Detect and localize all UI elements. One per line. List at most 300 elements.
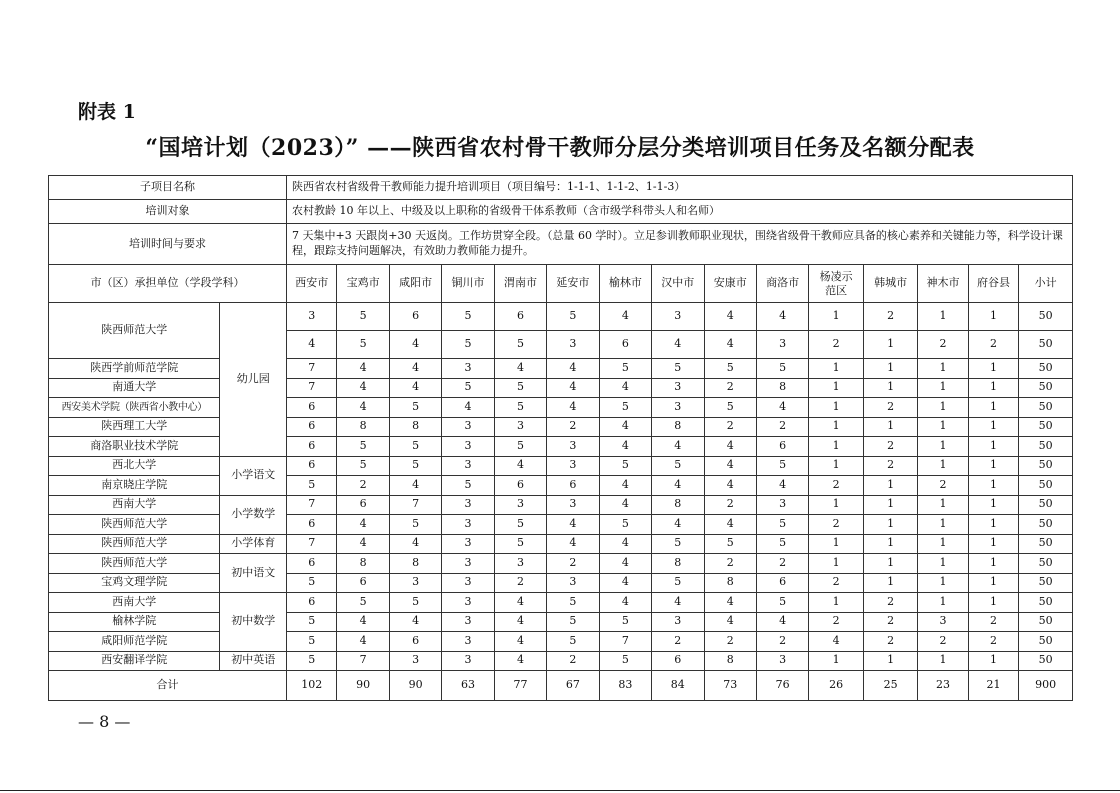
quota-cell: 2 bbox=[968, 632, 1018, 652]
quota-cell: 3 bbox=[442, 554, 494, 574]
row-subtotal: 50 bbox=[1019, 359, 1073, 379]
quota-cell: 3 bbox=[442, 612, 494, 632]
quota-cell: 4 bbox=[704, 331, 756, 359]
quota-cell: 1 bbox=[863, 378, 917, 398]
quota-cell: 3 bbox=[547, 495, 599, 515]
quota-cell: 1 bbox=[809, 437, 863, 457]
quota-cell: 6 bbox=[494, 303, 546, 331]
quota-cell: 1 bbox=[863, 515, 917, 535]
quota-cell: 1 bbox=[809, 554, 863, 574]
subject-cell: 初中英语 bbox=[220, 651, 287, 671]
quota-cell: 4 bbox=[599, 593, 651, 613]
row-subtotal: 50 bbox=[1019, 378, 1073, 398]
quota-cell: 2 bbox=[863, 456, 917, 476]
quota-cell: 7 bbox=[287, 534, 337, 554]
quota-cell: 2 bbox=[968, 612, 1018, 632]
info-row bbox=[49, 224, 1073, 265]
quota-cell: 4 bbox=[287, 331, 337, 359]
city-total: 26 bbox=[809, 671, 863, 701]
quota-cell: 4 bbox=[337, 632, 389, 652]
quota-cell: 2 bbox=[704, 378, 756, 398]
subject-cell: 小学体育 bbox=[220, 534, 287, 554]
unit-name: 南京晓庄学院 bbox=[49, 476, 220, 496]
quota-cell: 3 bbox=[442, 534, 494, 554]
quota-cell: 5 bbox=[599, 359, 651, 379]
city-total: 67 bbox=[547, 671, 599, 701]
quota-cell: 2 bbox=[918, 632, 968, 652]
unit-name: 咸阳师范学院 bbox=[49, 632, 220, 652]
quota-cell: 3 bbox=[389, 573, 441, 593]
quota-cell: 5 bbox=[494, 378, 546, 398]
quota-cell: 3 bbox=[652, 398, 704, 418]
quota-cell: 5 bbox=[442, 476, 494, 496]
quota-cell: 7 bbox=[389, 495, 441, 515]
quota-cell: 5 bbox=[494, 515, 546, 535]
unit-name: 陕西师范大学 bbox=[49, 515, 220, 535]
info-value: 陕西省农村省级骨干教师能力提升培训项目（项目编号：1-1-1、1-1-2、1-1-3） bbox=[287, 176, 1073, 200]
quota-cell: 2 bbox=[809, 573, 863, 593]
quota-cell: 4 bbox=[599, 417, 651, 437]
info-label: 子项目名称 bbox=[49, 176, 287, 200]
quota-cell: 1 bbox=[968, 573, 1018, 593]
quota-cell: 1 bbox=[918, 417, 968, 437]
quota-cell: 2 bbox=[809, 612, 863, 632]
quota-cell: 3 bbox=[756, 651, 808, 671]
quota-cell: 4 bbox=[704, 593, 756, 613]
quota-cell: 3 bbox=[442, 632, 494, 652]
quota-cell: 5 bbox=[287, 573, 337, 593]
city-header: 榆林市 bbox=[599, 265, 651, 303]
city-total: 90 bbox=[389, 671, 441, 701]
quota-cell: 1 bbox=[918, 456, 968, 476]
row-subtotal: 50 bbox=[1019, 534, 1073, 554]
quota-cell: 5 bbox=[442, 303, 494, 331]
quota-cell: 8 bbox=[389, 417, 441, 437]
quota-cell: 1 bbox=[918, 437, 968, 457]
unit-name: 陕西学前师范学院 bbox=[49, 359, 220, 379]
quota-cell: 3 bbox=[547, 437, 599, 457]
quota-cell: 5 bbox=[287, 651, 337, 671]
quota-cell: 4 bbox=[337, 359, 389, 379]
header-row bbox=[49, 265, 1073, 303]
quota-cell: 2 bbox=[863, 303, 917, 331]
quota-cell: 4 bbox=[599, 534, 651, 554]
quota-cell: 5 bbox=[547, 632, 599, 652]
quota-cell: 4 bbox=[599, 437, 651, 457]
quota-cell: 4 bbox=[494, 359, 546, 379]
quota-cell: 5 bbox=[337, 456, 389, 476]
row-subtotal: 50 bbox=[1019, 417, 1073, 437]
city-total: 90 bbox=[337, 671, 389, 701]
quota-cell: 5 bbox=[599, 456, 651, 476]
row-subtotal: 50 bbox=[1019, 651, 1073, 671]
quota-cell: 3 bbox=[442, 593, 494, 613]
quota-cell: 7 bbox=[287, 378, 337, 398]
quota-cell: 4 bbox=[389, 534, 441, 554]
document-title: “国培计划（2023）” ——陕西省农村骨干教师分层分类培训项目任务及名额分配表 bbox=[145, 135, 975, 161]
quota-cell: 2 bbox=[704, 632, 756, 652]
quota-cell: 1 bbox=[968, 476, 1018, 496]
quota-cell: 1 bbox=[863, 476, 917, 496]
quota-cell: 5 bbox=[599, 515, 651, 535]
quota-cell: 6 bbox=[756, 573, 808, 593]
quota-cell: 8 bbox=[652, 495, 704, 515]
quota-cell: 4 bbox=[756, 476, 808, 496]
quota-cell: 3 bbox=[287, 303, 337, 331]
city-header: 渭南市 bbox=[494, 265, 546, 303]
quota-cell: 3 bbox=[652, 378, 704, 398]
quota-cell: 4 bbox=[599, 495, 651, 515]
quota-cell: 2 bbox=[652, 632, 704, 652]
quota-cell: 3 bbox=[389, 651, 441, 671]
quota-cell: 5 bbox=[652, 456, 704, 476]
quota-cell: 4 bbox=[547, 515, 599, 535]
row-subtotal: 50 bbox=[1019, 632, 1073, 652]
quota-cell: 5 bbox=[389, 398, 441, 418]
quota-cell: 5 bbox=[756, 534, 808, 554]
quota-cell: 2 bbox=[756, 632, 808, 652]
city-total: 102 bbox=[287, 671, 337, 701]
quota-cell: 5 bbox=[389, 515, 441, 535]
quota-cell: 1 bbox=[863, 651, 917, 671]
quota-cell: 5 bbox=[547, 593, 599, 613]
quota-cell: 4 bbox=[652, 437, 704, 457]
city-header: 汉中市 bbox=[652, 265, 704, 303]
quota-cell: 1 bbox=[809, 593, 863, 613]
city-total: 23 bbox=[918, 671, 968, 701]
quota-cell: 1 bbox=[918, 573, 968, 593]
quota-cell: 8 bbox=[652, 554, 704, 574]
quota-cell: 8 bbox=[337, 554, 389, 574]
unit-name: 陕西师范大学 bbox=[49, 303, 220, 359]
quota-cell: 1 bbox=[809, 417, 863, 437]
table-row bbox=[49, 303, 1073, 331]
city-header: 铜川市 bbox=[442, 265, 494, 303]
quota-cell: 1 bbox=[809, 456, 863, 476]
quota-cell: 3 bbox=[652, 612, 704, 632]
unit-column-header: 市（区）承担单位（学段学科） bbox=[49, 265, 287, 303]
row-subtotal: 50 bbox=[1019, 612, 1073, 632]
quota-cell: 2 bbox=[756, 554, 808, 574]
quota-cell: 3 bbox=[547, 573, 599, 593]
quota-cell: 1 bbox=[918, 398, 968, 418]
row-subtotal: 50 bbox=[1019, 456, 1073, 476]
table-row bbox=[49, 515, 1073, 535]
city-header: 延安市 bbox=[547, 265, 599, 303]
quota-cell: 1 bbox=[968, 515, 1018, 535]
quota-cell: 7 bbox=[287, 359, 337, 379]
quota-cell: 2 bbox=[863, 632, 917, 652]
quota-cell: 1 bbox=[809, 359, 863, 379]
quota-cell: 5 bbox=[287, 612, 337, 632]
quota-cell: 4 bbox=[337, 378, 389, 398]
quota-cell: 7 bbox=[599, 632, 651, 652]
quota-cell: 1 bbox=[809, 534, 863, 554]
quota-cell: 6 bbox=[287, 554, 337, 574]
quota-cell: 4 bbox=[652, 476, 704, 496]
info-row bbox=[49, 176, 1073, 200]
quota-cell: 4 bbox=[547, 398, 599, 418]
quota-cell: 3 bbox=[494, 417, 546, 437]
quota-cell: 5 bbox=[287, 476, 337, 496]
subject-cell: 初中语文 bbox=[220, 554, 287, 593]
city-header: 韩城市 bbox=[863, 265, 917, 303]
quota-cell: 6 bbox=[287, 437, 337, 457]
quota-cell: 5 bbox=[756, 359, 808, 379]
quota-cell: 1 bbox=[968, 534, 1018, 554]
quota-cell: 5 bbox=[389, 437, 441, 457]
quota-cell: 3 bbox=[442, 495, 494, 515]
quota-cell: 1 bbox=[968, 593, 1018, 613]
unit-name: 南通大学 bbox=[49, 378, 220, 398]
quota-cell: 1 bbox=[968, 651, 1018, 671]
quota-cell: 2 bbox=[809, 331, 863, 359]
quota-cell: 4 bbox=[599, 573, 651, 593]
quota-cell: 6 bbox=[287, 593, 337, 613]
quota-cell: 1 bbox=[968, 437, 1018, 457]
quota-cell: 5 bbox=[599, 651, 651, 671]
quota-cell: 5 bbox=[494, 534, 546, 554]
quota-cell: 3 bbox=[756, 495, 808, 515]
city-header: 神木市 bbox=[918, 265, 968, 303]
quota-cell: 4 bbox=[704, 437, 756, 457]
table-row bbox=[49, 378, 1073, 398]
quota-cell: 4 bbox=[389, 612, 441, 632]
quota-cell: 5 bbox=[442, 378, 494, 398]
quota-cell: 2 bbox=[809, 476, 863, 496]
quota-cell: 5 bbox=[442, 331, 494, 359]
quota-cell: 3 bbox=[442, 417, 494, 437]
quota-cell: 2 bbox=[704, 495, 756, 515]
quota-cell: 4 bbox=[337, 515, 389, 535]
quota-cell: 4 bbox=[337, 398, 389, 418]
quota-cell: 1 bbox=[863, 331, 917, 359]
quota-cell: 3 bbox=[547, 331, 599, 359]
quota-cell: 4 bbox=[389, 359, 441, 379]
quota-cell: 5 bbox=[756, 593, 808, 613]
unit-name: 西南大学 bbox=[49, 593, 220, 613]
unit-name: 西安翻译学院 bbox=[49, 651, 220, 671]
row-subtotal: 50 bbox=[1019, 331, 1073, 359]
quota-cell: 2 bbox=[863, 437, 917, 457]
quota-cell: 4 bbox=[756, 612, 808, 632]
quota-cell: 5 bbox=[494, 331, 546, 359]
quota-cell: 6 bbox=[337, 495, 389, 515]
quota-cell: 4 bbox=[494, 456, 546, 476]
table-row bbox=[49, 495, 1073, 515]
quota-cell: 1 bbox=[809, 303, 863, 331]
totals-label: 合计 bbox=[49, 671, 287, 701]
quota-cell: 1 bbox=[918, 303, 968, 331]
table-row bbox=[49, 417, 1073, 437]
quota-cell: 4 bbox=[652, 331, 704, 359]
city-total: 84 bbox=[652, 671, 704, 701]
quota-cell: 4 bbox=[704, 456, 756, 476]
info-label: 培训对象 bbox=[49, 200, 287, 224]
quota-cell: 3 bbox=[547, 456, 599, 476]
quota-cell: 4 bbox=[494, 632, 546, 652]
quota-cell: 4 bbox=[389, 378, 441, 398]
quota-cell: 6 bbox=[287, 515, 337, 535]
quota-cell: 4 bbox=[809, 632, 863, 652]
quota-cell: 2 bbox=[756, 417, 808, 437]
quota-cell: 4 bbox=[704, 476, 756, 496]
quota-cell: 4 bbox=[389, 476, 441, 496]
quota-cell: 1 bbox=[918, 534, 968, 554]
quota-cell: 1 bbox=[918, 359, 968, 379]
quota-cell: 3 bbox=[442, 359, 494, 379]
unit-name: 陕西师范大学 bbox=[49, 554, 220, 574]
quota-cell: 5 bbox=[652, 534, 704, 554]
quota-cell: 1 bbox=[918, 378, 968, 398]
table-row bbox=[49, 476, 1073, 496]
subject-cell: 小学语文 bbox=[220, 456, 287, 495]
quota-cell: 2 bbox=[547, 417, 599, 437]
city-header: 安康市 bbox=[704, 265, 756, 303]
quota-cell: 4 bbox=[547, 378, 599, 398]
quota-cell: 1 bbox=[968, 398, 1018, 418]
city-header: 商洛市 bbox=[756, 265, 808, 303]
table-row bbox=[49, 456, 1073, 476]
subject-cell: 幼儿园 bbox=[220, 303, 287, 457]
quota-cell: 4 bbox=[599, 554, 651, 574]
unit-name: 榆林学院 bbox=[49, 612, 220, 632]
quota-cell: 1 bbox=[863, 495, 917, 515]
page-number: — 8 — bbox=[78, 712, 131, 731]
table-row bbox=[49, 437, 1073, 457]
quota-cell: 5 bbox=[599, 398, 651, 418]
quota-cell: 4 bbox=[494, 651, 546, 671]
bottom-rule bbox=[0, 790, 1120, 791]
unit-name: 西北大学 bbox=[49, 456, 220, 476]
row-subtotal: 50 bbox=[1019, 303, 1073, 331]
quota-cell: 8 bbox=[704, 573, 756, 593]
row-subtotal: 50 bbox=[1019, 593, 1073, 613]
quota-cell: 5 bbox=[704, 534, 756, 554]
quota-cell: 3 bbox=[442, 515, 494, 535]
quota-cell: 5 bbox=[652, 359, 704, 379]
quota-cell: 2 bbox=[918, 476, 968, 496]
quota-cell: 1 bbox=[863, 534, 917, 554]
quota-cell: 3 bbox=[652, 303, 704, 331]
quota-cell: 6 bbox=[494, 476, 546, 496]
quota-cell: 3 bbox=[494, 495, 546, 515]
quota-cell: 5 bbox=[547, 303, 599, 331]
quota-cell: 3 bbox=[442, 437, 494, 457]
quota-cell: 3 bbox=[442, 456, 494, 476]
quota-cell: 3 bbox=[442, 573, 494, 593]
quota-cell: 2 bbox=[547, 554, 599, 574]
quota-cell: 5 bbox=[756, 515, 808, 535]
quota-cell: 1 bbox=[918, 515, 968, 535]
subject-cell: 小学数学 bbox=[220, 495, 287, 534]
table-row bbox=[49, 651, 1073, 671]
quota-cell: 6 bbox=[389, 303, 441, 331]
quota-cell: 3 bbox=[918, 612, 968, 632]
quota-cell: 2 bbox=[704, 554, 756, 574]
quota-cell: 1 bbox=[809, 495, 863, 515]
quota-cell: 1 bbox=[809, 398, 863, 418]
quota-cell: 1 bbox=[968, 303, 1018, 331]
table-row bbox=[49, 554, 1073, 574]
quota-cell: 5 bbox=[337, 593, 389, 613]
quota-cell: 4 bbox=[599, 378, 651, 398]
quota-cell: 4 bbox=[756, 398, 808, 418]
quota-cell: 4 bbox=[337, 534, 389, 554]
quota-cell: 4 bbox=[389, 331, 441, 359]
quota-cell: 8 bbox=[652, 417, 704, 437]
quota-cell: 4 bbox=[442, 398, 494, 418]
quota-cell: 2 bbox=[863, 612, 917, 632]
unit-name: 西安美术学院（陕西省小教中心） bbox=[49, 398, 220, 418]
quota-cell: 1 bbox=[918, 593, 968, 613]
quota-cell: 1 bbox=[809, 378, 863, 398]
quota-cell: 8 bbox=[389, 554, 441, 574]
table-row bbox=[49, 593, 1073, 613]
city-total: 83 bbox=[599, 671, 651, 701]
city-total: 77 bbox=[494, 671, 546, 701]
quota-cell: 1 bbox=[968, 359, 1018, 379]
quota-cell: 5 bbox=[494, 437, 546, 457]
quota-cell: 1 bbox=[863, 359, 917, 379]
quota-cell: 1 bbox=[968, 554, 1018, 574]
city-total: 21 bbox=[968, 671, 1018, 701]
row-subtotal: 50 bbox=[1019, 398, 1073, 418]
subject-cell: 初中数学 bbox=[220, 593, 287, 652]
row-subtotal: 50 bbox=[1019, 476, 1073, 496]
allocation-table bbox=[48, 175, 1073, 701]
table-row bbox=[49, 398, 1073, 418]
unit-name: 宝鸡文理学院 bbox=[49, 573, 220, 593]
row-subtotal: 50 bbox=[1019, 554, 1073, 574]
quota-cell: 4 bbox=[599, 303, 651, 331]
city-total: 73 bbox=[704, 671, 756, 701]
quota-cell: 3 bbox=[494, 554, 546, 574]
row-subtotal: 50 bbox=[1019, 515, 1073, 535]
quota-cell: 4 bbox=[547, 534, 599, 554]
quota-cell: 8 bbox=[756, 378, 808, 398]
quota-cell: 6 bbox=[547, 476, 599, 496]
quota-cell: 5 bbox=[287, 632, 337, 652]
quota-cell: 4 bbox=[756, 303, 808, 331]
quota-cell: 4 bbox=[704, 612, 756, 632]
quota-cell: 4 bbox=[494, 612, 546, 632]
quota-cell: 8 bbox=[337, 417, 389, 437]
quota-cell: 3 bbox=[756, 331, 808, 359]
quota-cell: 4 bbox=[599, 476, 651, 496]
quota-cell: 8 bbox=[704, 651, 756, 671]
quota-cell: 5 bbox=[337, 303, 389, 331]
quota-cell: 3 bbox=[442, 651, 494, 671]
quota-cell: 5 bbox=[494, 398, 546, 418]
subtotal-header: 小计 bbox=[1019, 265, 1073, 303]
quota-cell: 5 bbox=[389, 593, 441, 613]
quota-cell: 1 bbox=[863, 554, 917, 574]
quota-cell: 6 bbox=[756, 437, 808, 457]
info-value: 农村教龄 10 年以上、中级及以上职称的省级骨干体系教师（含市级学科带头人和名师） bbox=[287, 200, 1073, 224]
quota-cell: 1 bbox=[809, 651, 863, 671]
quota-cell: 2 bbox=[863, 398, 917, 418]
info-row bbox=[49, 200, 1073, 224]
row-subtotal: 50 bbox=[1019, 495, 1073, 515]
quota-cell: 4 bbox=[704, 515, 756, 535]
city-total: 63 bbox=[442, 671, 494, 701]
row-subtotal: 50 bbox=[1019, 437, 1073, 457]
quota-cell: 1 bbox=[863, 573, 917, 593]
table-row bbox=[49, 612, 1073, 632]
quota-cell: 1 bbox=[968, 456, 1018, 476]
unit-name: 西南大学 bbox=[49, 495, 220, 515]
